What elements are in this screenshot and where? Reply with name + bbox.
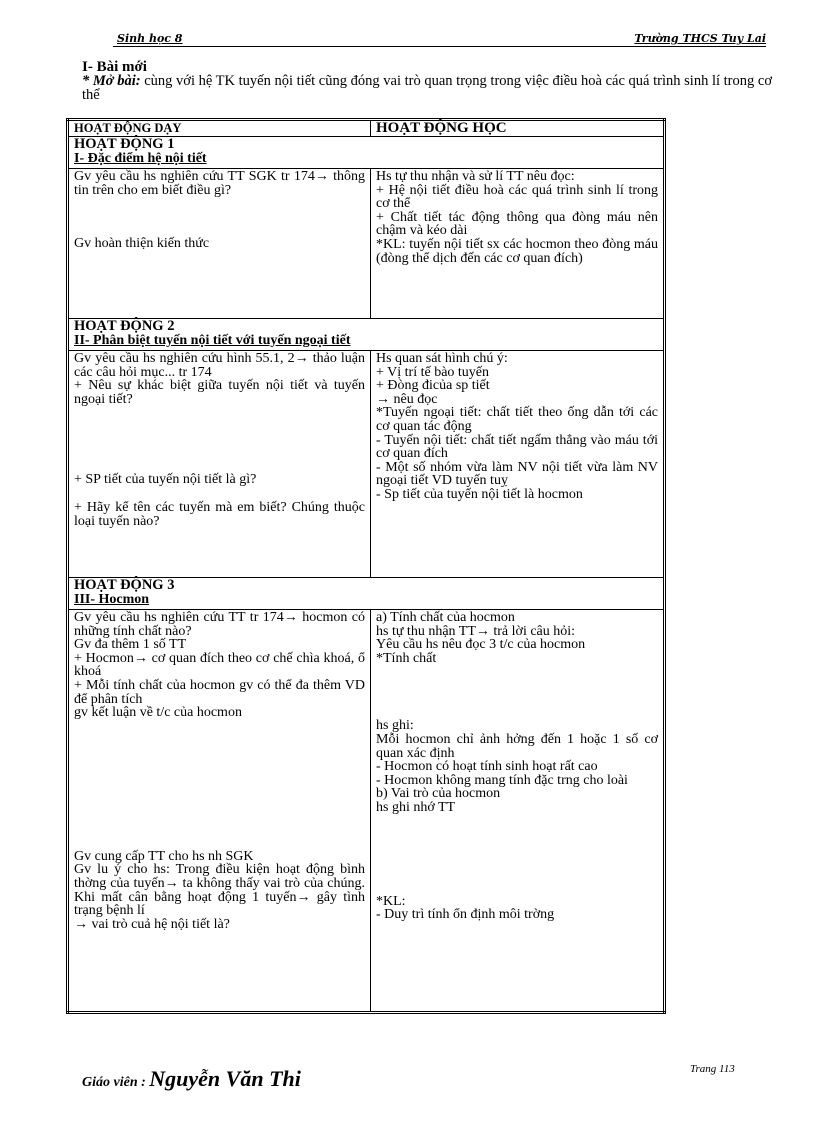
act3-student-l12: - Duy trì tính ổn định môi trờng <box>376 907 555 923</box>
act2-student-l6: - Tuyến nội tiết: chất tiết ngấm thẳng vào máu tới cơ quan đích <box>376 432 658 462</box>
act1-teacher-p1: Gv yêu cầu hs nghiên cứu TT SGK tr 174→ thông tin trên cho em biết điều gì? <box>74 169 365 198</box>
act2-student-l3: + Đòng đicủa sp tiết <box>376 378 490 394</box>
act1-header <box>68 137 665 169</box>
act3-teacher-p6: Gv cung cấp TT cho hs nh SGK <box>74 848 254 864</box>
activity-table <box>66 118 666 1014</box>
act2-student-cell <box>371 351 665 578</box>
act3-teacher-p1: Gv yêu cầu hs nghiên cứu TT tr 174→ hocmon có những tính chất nào? <box>74 610 365 639</box>
act3-teacher-p5: gv kết luận về t/c của hocmon <box>74 705 242 721</box>
footer-teacher <box>82 1066 301 1092</box>
intro-section <box>82 60 772 102</box>
act1-student-l1: Hs tự thu nhận và sử lí TT nêu đọc: <box>376 169 575 184</box>
table-header-row <box>68 120 665 137</box>
act3-teacher-cell <box>68 610 371 1013</box>
col-student-header <box>371 120 665 137</box>
act3-student-l3: Yêu cầu hs nêu đọc 3 t/c của hocmon <box>376 637 586 653</box>
lead-label: * Mở bài: <box>82 73 141 89</box>
page-header <box>113 30 766 47</box>
act3-student-l6: Mỗi hocmon chỉ ảnh hởng đến 1 hoặc 1 số cơ quan xác định <box>376 731 658 761</box>
col-teacher-label: HOẠT ĐỘNG DẠY <box>74 121 182 135</box>
lead-paragraph <box>82 74 772 102</box>
act2-section: II- Phân biệt tuyến nội tiết với tuyến ngoại tiết <box>74 332 351 348</box>
act3-teacher-p7: Gv lu ý cho hs: Trong điều kiện hoạt động bình thờng của tuyến→ ta không thấy vai trò của chúng. Khi mất cân bằng hoạt động 1 tuyến→ gây tình trạng bệnh lí <box>74 862 365 919</box>
act2-body-row <box>68 351 665 578</box>
act2-teacher-p1: Gv yêu cầu hs nghiên cứu hình 55.1, 2→ thảo luận các câu hỏi mục... tr 174 <box>74 351 365 380</box>
act2-teacher-cell <box>68 351 371 578</box>
act3-student-l7: - Hocmon có hoạt tính sinh hoạt rất cao <box>376 759 598 775</box>
teacher-label: Giáo viên : <box>82 1075 150 1090</box>
act1-teacher-cell <box>68 169 371 319</box>
act3-header-row <box>68 578 665 610</box>
act3-student-l10: hs ghi nhớ TT <box>376 799 456 815</box>
act3-teacher-p2: Gv đa thêm 1 số TT <box>74 637 187 653</box>
act3-body-row <box>68 610 665 1013</box>
act2-teacher-p3: + SP tiết của tuyến nội tiết là gì? <box>74 472 257 488</box>
act3-teacher-p8: → vai trò cuả hệ nội tiết là? <box>74 916 230 932</box>
col-student-label: HOẠT ĐỘNG HỌC <box>376 120 507 136</box>
act2-student-l2: + Vị trí tế bào tuyến <box>376 364 490 380</box>
act1-student-l4: *KL: tuyến nội tiết sx các hocmon theo đòng máu (đòng thể dịch đến các cơ quan đích) <box>376 236 658 266</box>
col-teacher-header <box>68 120 371 137</box>
act1-title: HOẠT ĐỘNG 1 <box>74 136 175 152</box>
act1-student-l2: + Hệ nội tiết điều hoà các quá trình sinh lí trong cơ thể <box>376 182 658 212</box>
act2-teacher-p4: + Hãy kể tên các tuyến mà em biết? Chúng thuộc loại tuyến nào? <box>74 499 365 529</box>
header-school: Trường THCS Tuy Lai <box>634 32 766 45</box>
lead-text: cùng với hệ TK tuyến nội tiết cũng đóng vai trò quan trọng trong việc điều hoà các quá trình sinh lí trong cơ thể <box>82 73 772 103</box>
act2-student-l1: Hs quan sát hình chú ý: <box>376 351 508 366</box>
act3-student-l9: b) Vai trò của hocmon <box>376 786 501 802</box>
act3-student-l4: *Tính chất <box>376 650 437 666</box>
act1-section: I- Đặc điểm hệ nội tiết <box>74 150 207 166</box>
act1-student-cell <box>371 169 665 319</box>
act2-teacher-p2: + Nêu sự khác biệt giữa tuyến nội tiết và tuyến ngoại tiết? <box>74 378 365 407</box>
act2-student-l5: *Tuyến ngoại tiết: chất tiết theo ống dẫn tới các cơ quan tác động <box>376 405 658 434</box>
act3-student-l1: a) Tính chất của hocmon <box>376 610 515 625</box>
act3-student-l11: *KL: <box>376 893 406 909</box>
act3-student-l2: hs tự thu nhận TT→ trả lời câu hỏi: <box>376 623 576 639</box>
act3-title: HOẠT ĐỘNG 3 <box>74 577 175 593</box>
header-subject: Sinh học 8 <box>117 32 183 45</box>
act3-teacher-p3: + Hocmon→ cơ quan đích theo cơ chế chìa khoá, ổ khoá <box>74 650 365 680</box>
teacher-name: Nguyễn Văn Thi <box>149 1066 301 1091</box>
act1-body-row <box>68 169 665 319</box>
act3-student-l8: - Hocmon không mang tính đặc trng cho loài <box>376 772 628 788</box>
act2-student-l4: → nêu đọc <box>376 391 438 407</box>
act2-student-l7: - Một số nhóm vừa làm NV nội tiết vừa làm NV ngoại tiết VD tuyến tuỵ <box>376 459 658 489</box>
act2-student-l8: - Sp tiết của tuyến nội tiết là hocmon <box>376 486 583 502</box>
act2-header-row <box>68 319 665 351</box>
act3-header <box>68 578 665 610</box>
act2-header <box>68 319 665 351</box>
act3-section: III- Hocmon <box>74 591 150 607</box>
act2-title: HOẠT ĐỘNG 2 <box>74 318 175 334</box>
act1-teacher-p2: Gv hoàn thiện kiến thức <box>74 236 210 252</box>
act3-student-cell <box>371 610 665 1013</box>
act1-student-l3: + Chất tiết tác động thông qua đòng máu nên chậm và kéo dài <box>376 209 658 239</box>
page-number: Trang 113 <box>690 1063 735 1075</box>
act3-teacher-p4: + Mỗi tính chất của hocmon gv có thể đa thêm VD để phân tích <box>74 677 365 707</box>
lesson-heading: I- Bài mới <box>82 59 147 75</box>
act1-header-row <box>68 137 665 169</box>
act3-student-l5: hs ghi: <box>376 718 414 734</box>
